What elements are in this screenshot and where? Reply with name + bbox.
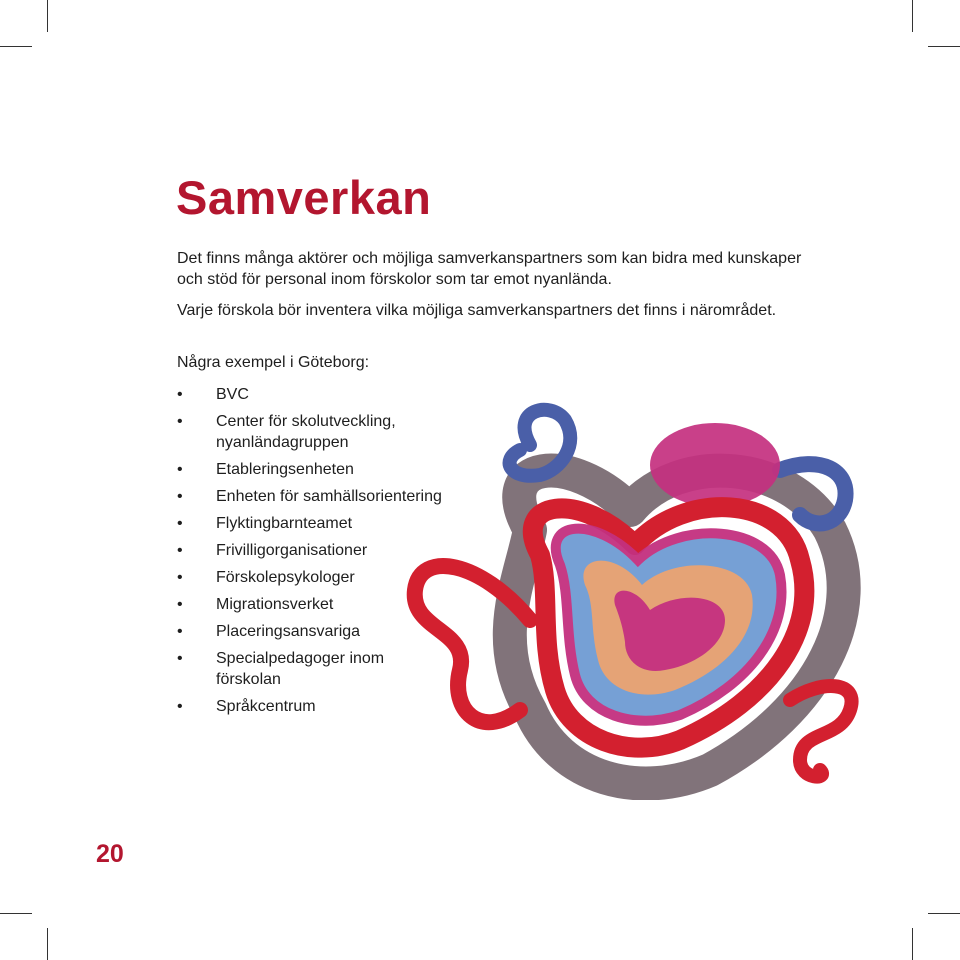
crop-mark-top-left [47, 0, 48, 32]
list-item-text: Frivilligorganisationer [216, 542, 368, 559]
list-item [177, 384, 477, 405]
list-item [177, 513, 477, 534]
bullet: • [177, 386, 183, 403]
list-item-text: Förskolepsykologer [216, 569, 355, 586]
crop-mark-bottom-left-h [0, 913, 32, 914]
bullet: • [177, 461, 183, 478]
page-number: 20 [96, 840, 124, 868]
list-item-text: Språkcentrum [216, 698, 316, 715]
crop-mark-top-left-h [0, 46, 32, 47]
list-item [177, 567, 477, 588]
bullet: • [177, 698, 183, 715]
list-item [177, 621, 477, 642]
list-item [177, 696, 477, 717]
crop-mark-bottom-right [912, 928, 913, 960]
list-item-text: Etableringsenheten [216, 461, 354, 478]
crop-mark-top-right [912, 0, 913, 32]
bullet: • [177, 515, 183, 532]
list-item [177, 411, 477, 453]
list-item-text: Enheten för samhällsorientering [216, 488, 442, 505]
inventory-paragraph: Varje förskola bör inventera vilka möjliga samverkanspartners det finns i närområdet. [177, 302, 777, 319]
bullet: • [177, 596, 183, 613]
list-item [177, 648, 416, 690]
list-item [177, 486, 477, 507]
list-item-text: Flyktingbarnteamet [216, 515, 353, 532]
list-item-text: Placeringsansvariga [216, 623, 361, 640]
list-item-text: Specialpedagoger inom förskolan [216, 650, 385, 688]
bullet: • [177, 488, 183, 505]
bullet: • [177, 542, 183, 559]
bullet: • [177, 623, 183, 640]
crop-mark-bottom-right-h [928, 913, 960, 914]
bullet: • [177, 569, 183, 586]
list-item-text: Migrationsverket [216, 596, 334, 613]
intro-paragraph: Det finns många aktörer och möjliga samverkanspartners som kan bidra med kunskaper och stöd för personal inom förskolor som tar emot nyanlända. [177, 250, 802, 288]
list-item [177, 594, 477, 615]
example-partners-list [177, 384, 477, 723]
examples-intro: Några exempel i Göteborg: [177, 354, 370, 371]
list-item [177, 459, 477, 480]
crop-mark-bottom-left [47, 928, 48, 960]
page-title: Samverkan [176, 171, 432, 224]
list-item [177, 540, 477, 561]
bullet: • [177, 650, 183, 667]
list-item-text: BVC [216, 386, 249, 403]
crop-mark-top-right-h [928, 46, 960, 47]
bullet: • [177, 413, 183, 430]
list-item-text: Center för skolutveckling, nyanländagruppen [216, 413, 396, 451]
